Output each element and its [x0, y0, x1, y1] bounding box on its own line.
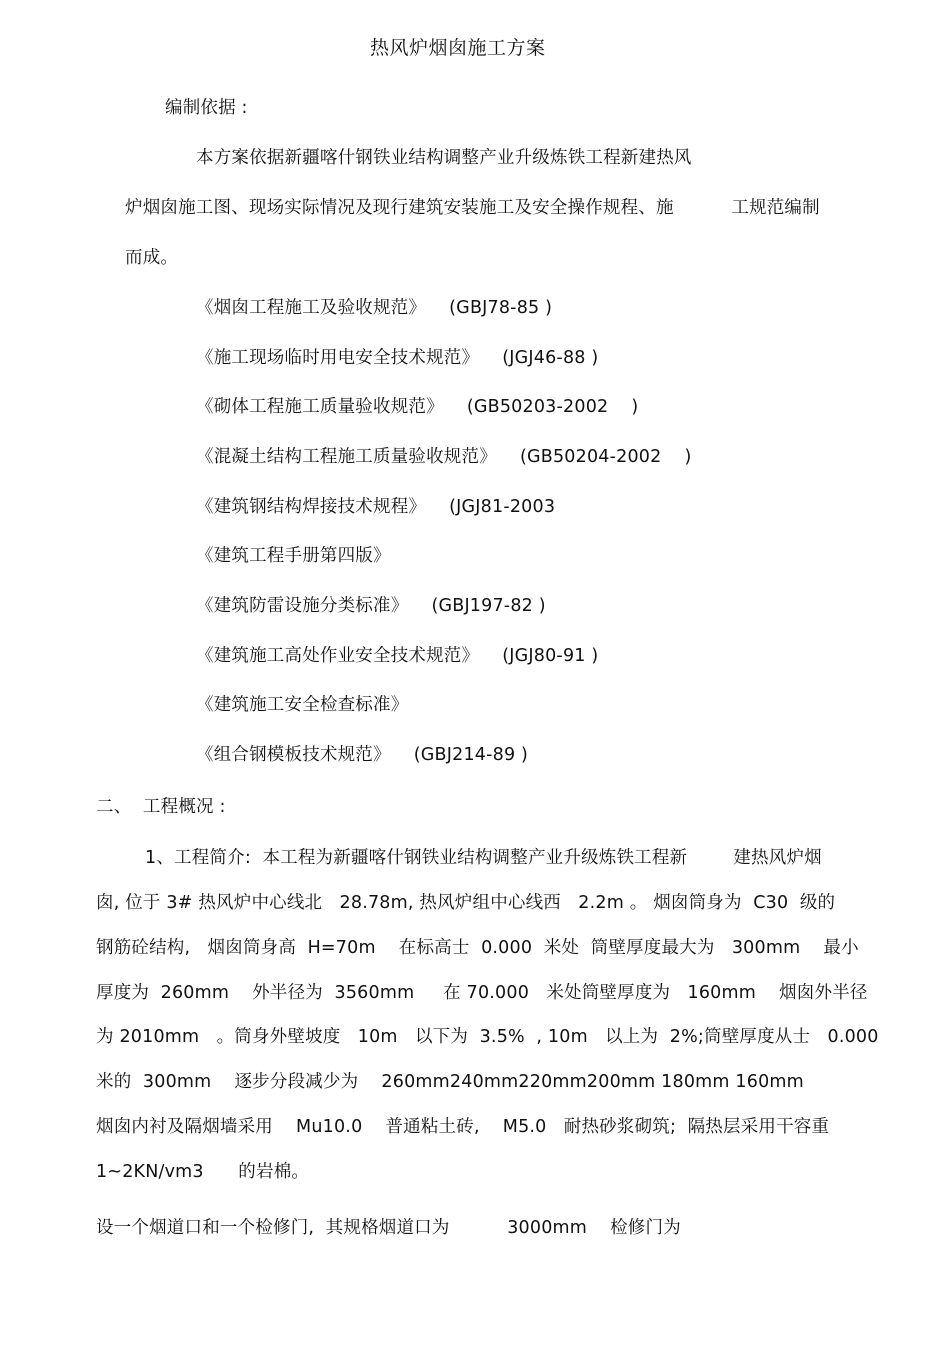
overview-line: 囱, 位于 3# 热风炉中心线北 28.78m, 热风炉组中心线西 2.2m 。 烟囱筒身为 C30 级的 — [96, 893, 836, 913]
overview-line: 烟囱内衬及隔烟墙采用 Mu10.0 普通粘土砖, M5.0 耐热砂浆砌筑; 隔热层采用干容重 — [96, 1117, 830, 1137]
standard-item: 《建筑施工安全检查标准》 — [196, 695, 409, 715]
standard-item: 《建筑防雷设施分类标准》 (GBJ197-82 ) — [196, 596, 546, 616]
standard-item: 《施工现场临时用电安全技术规范》 (JGJ46-88 ) — [196, 348, 599, 368]
intro-line-3: 而成。 — [125, 248, 179, 268]
overview-line: 钢筋砼结构, 烟囱筒身高 H=70m 在标高士 0.000 米处 筒壁厚度最大为 300mm 最小 — [96, 938, 859, 958]
overview-line: 1~2KN/vm3 的岩棉。 — [96, 1162, 310, 1182]
intro-line-2: 炉烟囱施工图、现场实际情况及现行建筑安装施工及安全操作规程、施 工规范编制 — [125, 198, 820, 218]
overview-line: 厚度为 260mm 外半径为 3560mm 在 70.000 米处筒壁厚度为 160mm 烟囱外半径 — [96, 983, 868, 1003]
standard-item: 《建筑施工高处作业安全技术规范》 (JGJ80-91 ) — [196, 646, 599, 666]
standard-item: 《组合钢模板技术规范》 (GBJ214-89 ) — [196, 745, 529, 765]
standard-item: 《建筑钢结构焊接技术规程》 (JGJ81-2003 — [196, 497, 556, 517]
section-2-heading: 二、 工程概况 : — [96, 797, 226, 817]
document-title: 热风炉烟囱施工方案 — [370, 37, 546, 59]
standard-item: 《混凝土结构工程施工质量验收规范》 (GB50204-2002 ) — [196, 447, 692, 467]
overview-line: 为 2010mm 。筒身外壁坡度 10m 以下为 3.5% , 10m 以上为 2%;筒壁厚度从士 0.000 — [96, 1027, 879, 1047]
overview-line: 1、工程简介: 本工程为新疆喀什钢铁业结构调整产业升级炼铁工程新 建热风炉烟 — [145, 848, 822, 868]
overview-line: 米的 300mm 逐步分段减少为 260mm240mm220mm200mm 180mm 160mm — [96, 1072, 804, 1092]
standard-item: 《烟囱工程施工及验收规范》 (GBJ78-85 ) — [196, 298, 553, 318]
intro-line-1: 本方案依据新疆喀什钢铁业结构调整产业升级炼铁工程新建热风 — [196, 148, 692, 168]
standard-item: 《建筑工程手册第四版》 — [196, 546, 391, 566]
basis-heading: 编制依据 : — [165, 98, 248, 118]
standard-item: 《砌体工程施工质量验收规范》 (GB50203-2002 ) — [196, 397, 639, 417]
flue-and-door-line: 设一个烟道口和一个检修门, 其规格烟道口为 3000mm 检修门为 — [96, 1218, 681, 1238]
